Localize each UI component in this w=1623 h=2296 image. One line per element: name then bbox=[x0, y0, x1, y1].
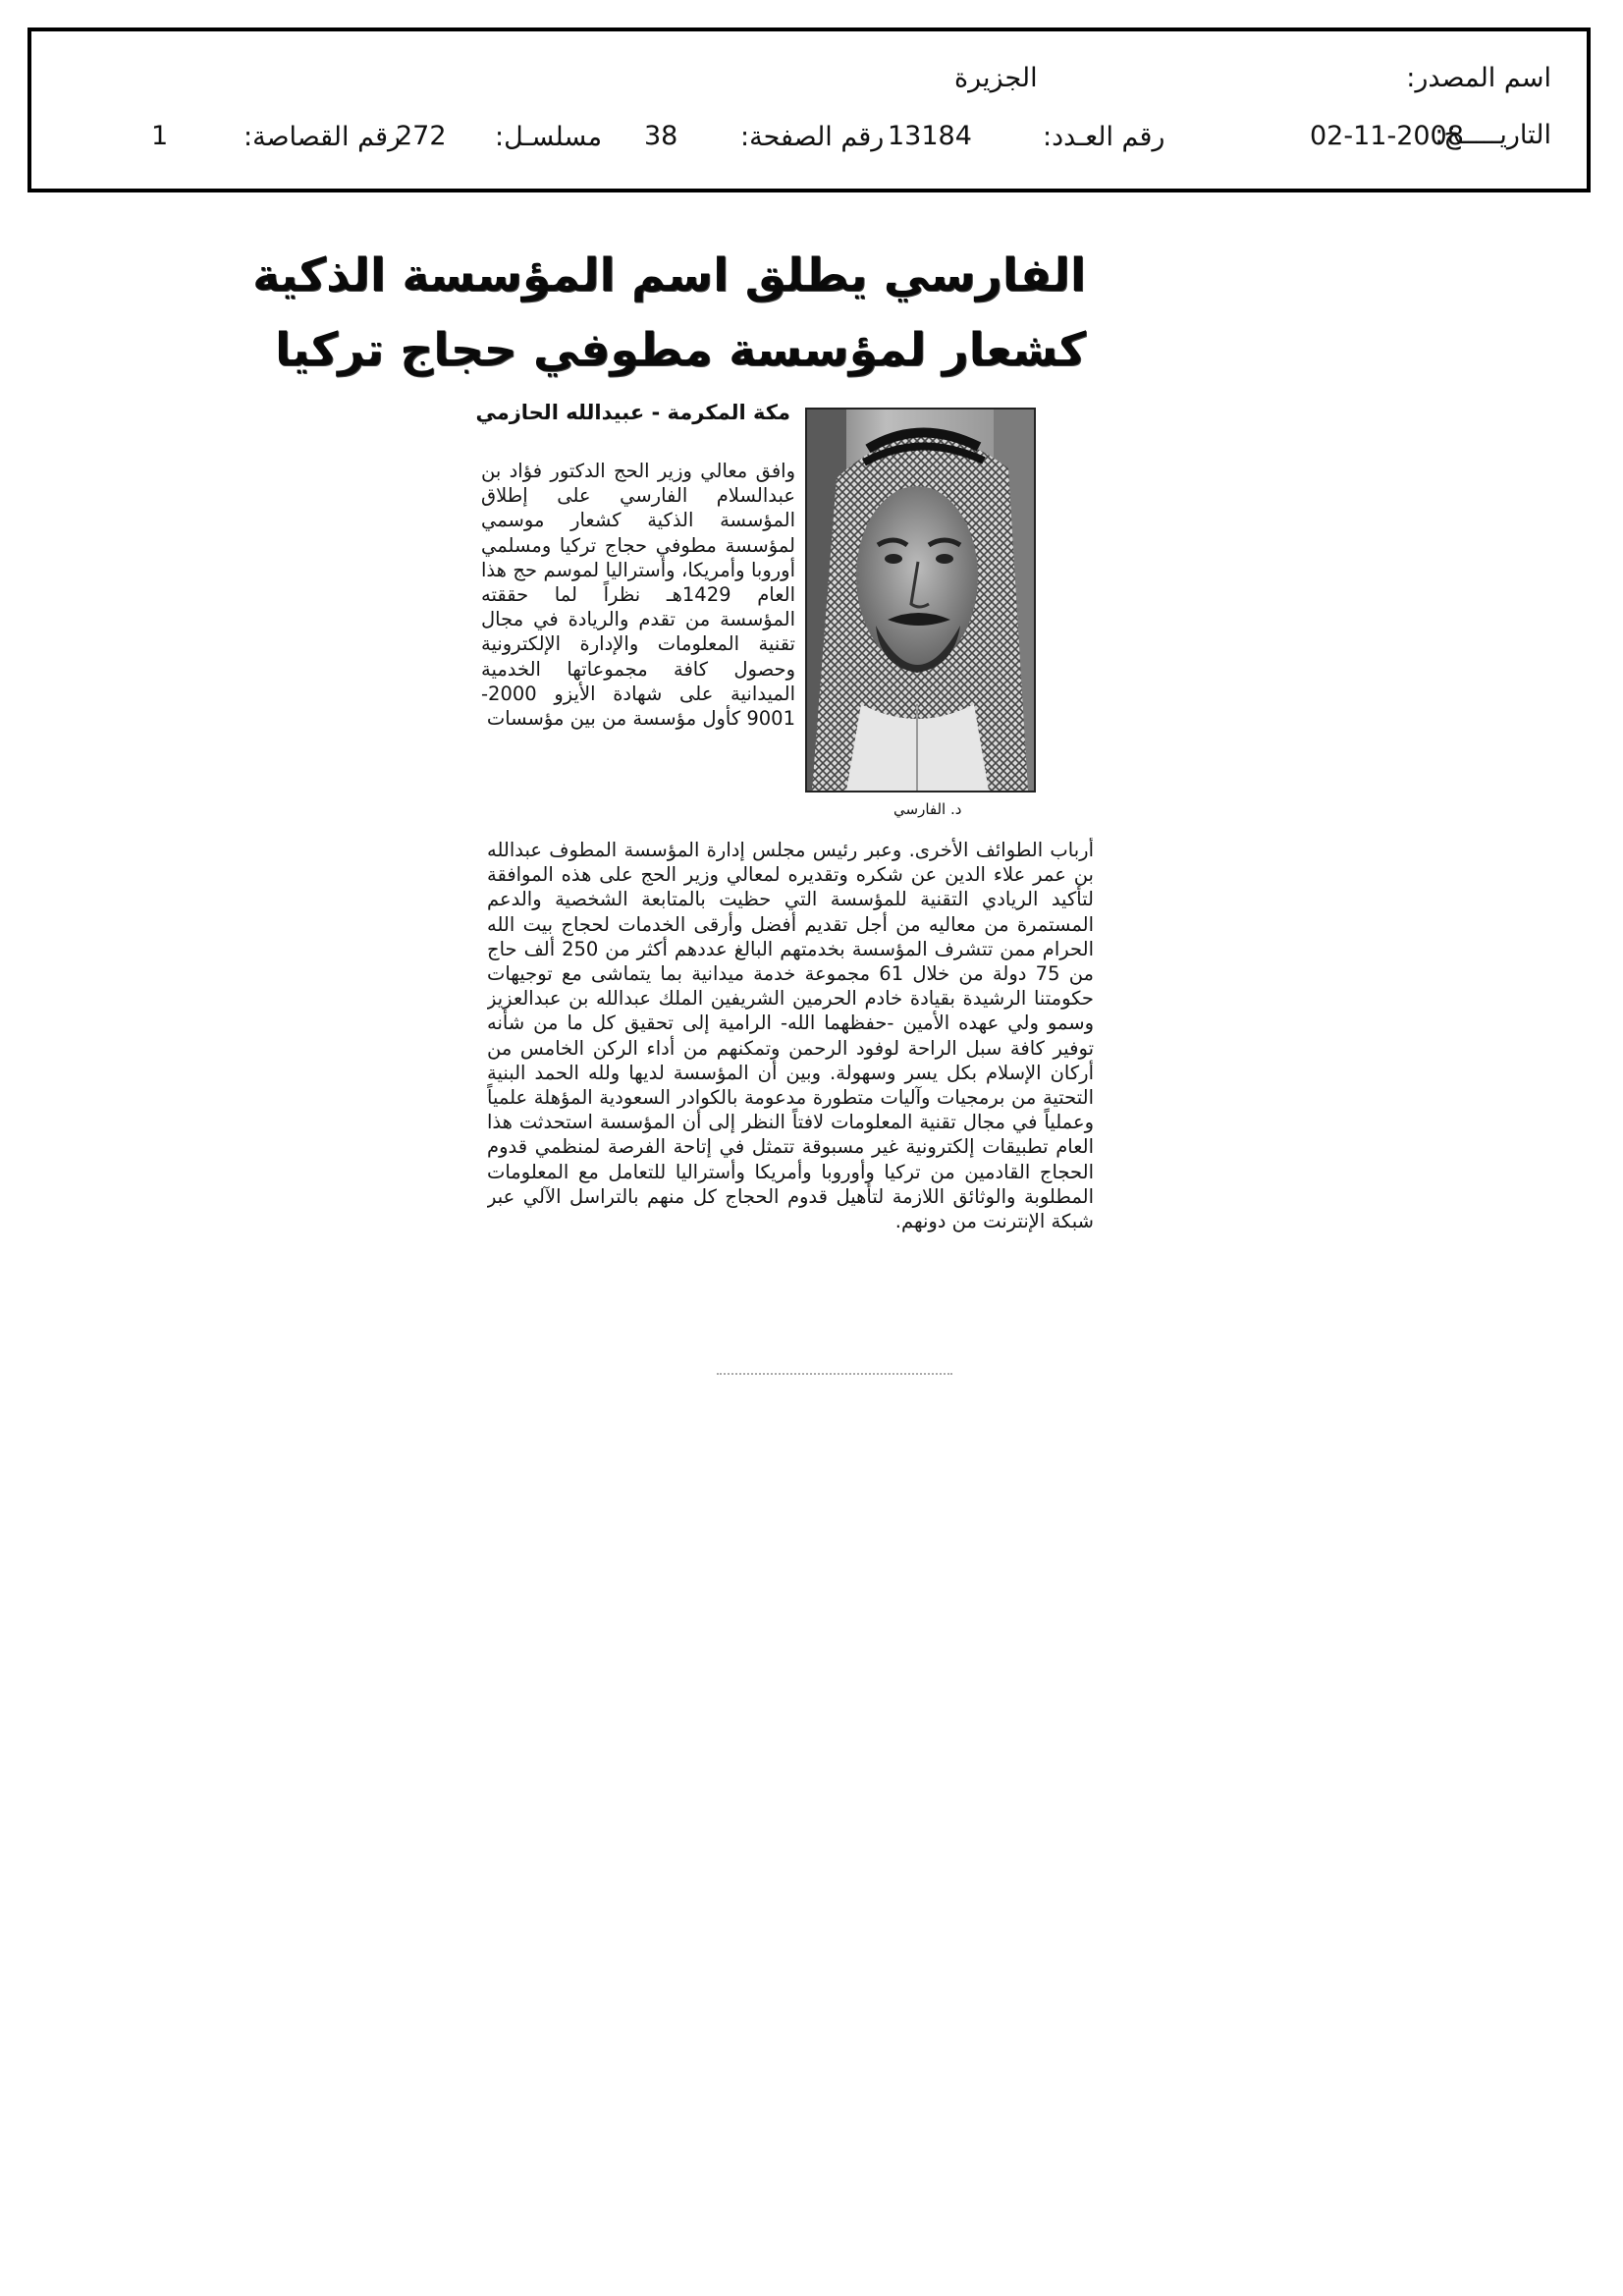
newspaper-clipping bbox=[252, 241, 1100, 1390]
article-headline-line1: الفارسي يطلق اسم المؤسسة الذكية bbox=[252, 248, 1086, 302]
document-header-box bbox=[27, 27, 1591, 192]
serial-value: 272 bbox=[396, 121, 447, 151]
portrait-photo bbox=[805, 408, 1036, 793]
page-label: رقم الصفحة: bbox=[740, 122, 885, 152]
photo-caption: د. الفارسي bbox=[893, 800, 962, 818]
issue-label: رقم العـدد: bbox=[1043, 122, 1165, 152]
date-label: التاريـــــخ: bbox=[1434, 120, 1551, 150]
date-value: 02-11-2008 bbox=[1310, 121, 1464, 151]
clip-label: رقم القصاصة: bbox=[243, 122, 402, 152]
article-byline: مكة المكرمة - عبيدالله الحازمي bbox=[475, 401, 790, 424]
scan-artifact-dots bbox=[717, 1373, 952, 1375]
article-main-column bbox=[487, 838, 1094, 1380]
article-intro-text: وافق معالي وزير الحج الدكتور فؤاد بن عبدالسلام الفارسي على إطلاق المؤسسة الذكية كشعار موسمي لمؤسسة مطوفي حجاج تركيا ومسلمي أوروبا وأمريكا، وأستراليا لموسم حج هذا العام 1429هـ نظراً لما حققته المؤسسة من تقدم والريادة في مجال تقنية المعلومات والإدارة الإلكترونية وحصول كافة مجموعاتها الخدمية الميدانية على شهادة الأيزو 2000-9001 كأول مؤسسة من بين مؤسسات bbox=[481, 460, 795, 731]
article-intro-column bbox=[481, 459, 795, 832]
article-main-text: أرباب الطوائف الأخرى. وعبر رئيس مجلس إدارة المؤسسة المطوف عبدالله بن عمر علاء الدين عن شكره وتقديره لمعالي وزير الحج على هذه الموافقة لتأكيد الريادي التقنية للمؤسسة التي حظيت بالمتابعة الشخصية والدعم المستمرة من معاليه من أجل تقديم أفضل وأرقى الخدمات لحجاج بيت الله الحرام ممن تتشرف المؤسسة بخدمتهم البالغ عددهم أكثر من 250 ألف حاج من 75 دولة من خلال 61 مجموعة خدمة ميدانية بما يتماشى مع توجيهات حكومتنا الرشيدة بقيادة خادم الحرمين الشريفين الملك عبدالله بن عبدالعزيز وسمو ولي عهده الأمين -حفظهما الله- الرامية إلى تحقيق كل ما من شأنه توفير كافة سبل الراحة لوفود الرحمن وتمكنهم من أداء الركن الخامس من أركان الإسلام بكل يسر وسهولة. وبين أن المؤسسة لديها ولله الحمد البنية التحتية من برمجيات وآليات متطورة مدعومة بالكوادر السعودية المؤهلة علمياً وعملياً في مجال تقنية المعلومات لافتاً النظر إلى أن المؤسسة استحدثت هذا العام تطبيقات إلكترونية غير مسبوقة تتمثل في إتاحة الفرصة لمنظمي قدوم الحجاج القادمين من تركيا وأوروبا وأمريكا وأستراليا للتعامل مع المعلومات المطلوبة والوثائق اللازمة لتأهيل قدوم الحجاج كل منهم بالتراسل الآلي عبر شبكة الإنترنت من دونهم. bbox=[487, 839, 1094, 1233]
serial-label: مسلسـل: bbox=[495, 122, 603, 152]
source-label: اسم المصدر: bbox=[1406, 63, 1551, 93]
source-value: الجزيرة bbox=[954, 63, 1038, 93]
issue-value: 13184 bbox=[888, 121, 972, 151]
page-value: 38 bbox=[644, 121, 678, 151]
article-headline-line2: كشعار لمؤسسة مطوفي حجاج تركيا bbox=[274, 323, 1086, 377]
portrait-illustration bbox=[807, 410, 1034, 791]
clip-value: 1 bbox=[151, 121, 169, 151]
